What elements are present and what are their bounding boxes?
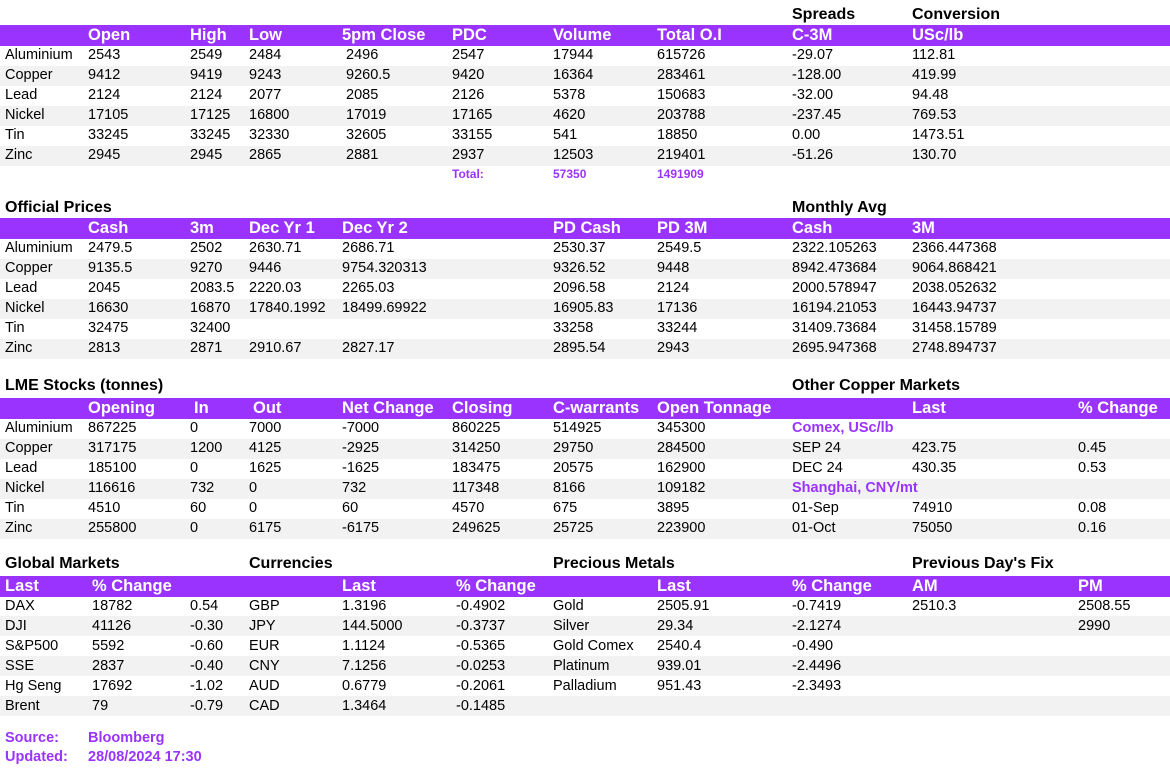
currency-cell: 1.3196 — [342, 598, 387, 614]
metal-name: Lead — [5, 460, 38, 476]
official-cell: 2366.447368 — [912, 240, 997, 256]
market-cell: 2124 — [190, 87, 223, 103]
market-cell: 33155 — [452, 127, 493, 143]
official-cell: 2530.37 — [553, 240, 606, 256]
global-cell: 2837 — [92, 658, 125, 674]
precious-cell: -2.3493 — [792, 678, 842, 694]
precious-cell: -0.490 — [792, 638, 834, 654]
market-cell: 2865 — [249, 147, 282, 163]
official-cell: 2686.71 — [342, 240, 395, 256]
stocks-cell: 8166 — [553, 480, 586, 496]
market-header-cell: C-3M — [792, 26, 833, 44]
stocks-cell: 0 — [190, 460, 199, 476]
metal-name: Zinc — [5, 147, 33, 163]
market-cell: 9419 — [190, 67, 223, 83]
stocks-cell: 860225 — [452, 420, 501, 436]
stocks-cell: 60 — [190, 500, 207, 516]
bottom-header-cell: Last — [657, 577, 691, 595]
market-cell: 9420 — [452, 67, 485, 83]
precious-cell: 29.34 — [657, 618, 694, 634]
index-name: DJI — [5, 618, 27, 634]
official-header-cell: Cash — [792, 219, 833, 237]
market-cell: 33245 — [190, 127, 231, 143]
stocks-cell: 4570 — [452, 500, 485, 516]
stocks-header-cell: Out — [253, 399, 282, 417]
precious-name: Silver — [553, 618, 590, 634]
stocks-cell: 29750 — [553, 440, 594, 456]
market-cell: 2543 — [88, 47, 121, 63]
other-copper-heading: Other Copper Markets — [792, 377, 961, 394]
precious-cell: 939.01 — [657, 658, 702, 674]
currency-name: CAD — [249, 698, 280, 714]
market-cell: 17125 — [190, 107, 231, 123]
official-cell: 2630.71 — [249, 240, 302, 256]
official-cell: 9448 — [657, 260, 690, 276]
stocks-header-cell: % Change — [1078, 399, 1158, 417]
currency-cell: 0.6779 — [342, 678, 387, 694]
currency-cell: -0.2061 — [456, 678, 506, 694]
official-cell: 2322.105263 — [792, 240, 877, 256]
market-cell: 9243 — [249, 67, 282, 83]
market-cell: 219401 — [657, 147, 706, 163]
official-cell: 9326.52 — [553, 260, 606, 276]
market-cell: 9260.5 — [346, 67, 391, 83]
currency-cell: 1.1124 — [342, 638, 386, 654]
currency-name: EUR — [249, 638, 280, 654]
official-cell: 2096.58 — [553, 280, 606, 296]
currency-cell: -0.4902 — [456, 598, 506, 614]
bottom-header-cell: % Change — [92, 577, 172, 595]
market-cell: 33245 — [88, 127, 129, 143]
bottom-header-cell: Last — [342, 577, 376, 595]
market-cell: 2124 — [88, 87, 121, 103]
market-cell: 16800 — [249, 107, 290, 123]
stocks-cell: 249625 — [452, 520, 501, 536]
stocks-cell: 185100 — [88, 460, 137, 476]
market-cell: 130.70 — [912, 147, 957, 163]
market-cell: 17105 — [88, 107, 129, 123]
official-cell: 2038.052632 — [912, 280, 997, 296]
metal-name: Lead — [5, 87, 38, 103]
official-cell: 2695.947368 — [792, 340, 877, 356]
market-cell: -237.45 — [792, 107, 842, 123]
official-cell: 2943 — [657, 340, 690, 356]
comex-cell: DEC 24 — [792, 460, 843, 476]
currency-name: GBP — [249, 598, 280, 614]
market-cell: 17165 — [452, 107, 493, 123]
market-cell: -29.07 — [792, 47, 834, 63]
lme-stocks-heading: LME Stocks (tonnes) — [5, 377, 164, 394]
market-cell: 2547 — [452, 47, 485, 63]
stocks-header-cell: Closing — [452, 399, 513, 417]
stocks-cell: -7000 — [342, 420, 380, 436]
official-cell: 16905.83 — [553, 300, 614, 316]
official-cell: 16870 — [190, 300, 231, 316]
metal-name: Zinc — [5, 520, 33, 536]
comex-cell: SEP 24 — [792, 440, 841, 456]
market-cell: 2549 — [190, 47, 223, 63]
precious-cell: -2.1274 — [792, 618, 842, 634]
shanghai-cell: 74910 — [912, 500, 953, 516]
market-cell: 2945 — [190, 147, 223, 163]
official-header-cell: 3m — [190, 219, 214, 237]
source-value: Bloomberg — [88, 730, 165, 746]
global-cell: 41126 — [92, 618, 132, 634]
official-cell: 31458.15789 — [912, 320, 997, 336]
official-cell: 32400 — [190, 320, 231, 336]
metal-name: Aluminium — [5, 240, 73, 256]
market-header-cell: Volume — [553, 26, 612, 44]
official-cell: 2045 — [88, 280, 121, 296]
official-cell: 2502 — [190, 240, 223, 256]
currency-name: JPY — [249, 618, 276, 634]
stocks-cell: 732 — [190, 480, 215, 496]
market-cell: 2085 — [346, 87, 379, 103]
market-header-cell: PDC — [452, 26, 487, 44]
precious-cell: 951.43 — [657, 678, 702, 694]
stocks-header-cell: Net Change — [342, 399, 434, 417]
index-name: DAX — [5, 598, 35, 614]
shanghai-cell: 01-Sep — [792, 500, 839, 516]
shanghai-cell: 0.16 — [1078, 520, 1107, 536]
official-cell: 2895.54 — [553, 340, 606, 356]
precious-name: Gold — [553, 598, 584, 614]
currency-cell: -0.1485 — [456, 698, 506, 714]
official-cell: 2871 — [190, 340, 223, 356]
market-cell: 283461 — [657, 67, 706, 83]
stocks-cell: 317175 — [88, 440, 137, 456]
market-cell: 4620 — [553, 107, 586, 123]
comex-cell: 423.75 — [912, 440, 957, 456]
stocks-cell: -6175 — [342, 520, 380, 536]
currency-name: CNY — [249, 658, 280, 674]
stocks-cell: -1625 — [342, 460, 380, 476]
market-header-cell: USc/lb — [912, 26, 964, 44]
stocks-cell: 514925 — [553, 420, 602, 436]
market-cell: 5378 — [553, 87, 586, 103]
official-cell: 2220.03 — [249, 280, 302, 296]
source-label: Source: — [5, 730, 59, 746]
bottom-header-cell: Last — [5, 577, 39, 595]
market-cell: 0.00 — [792, 127, 821, 143]
official-cell: 16443.94737 — [912, 300, 997, 316]
stocks-cell: 109182 — [657, 480, 706, 496]
stocks-cell: 7000 — [249, 420, 282, 436]
bottom-header-cell: % Change — [792, 577, 872, 595]
precious-name: Gold Comex — [553, 638, 634, 654]
metal-name: Copper — [5, 67, 53, 83]
market-header-cell: High — [190, 26, 227, 44]
stocks-cell: 255800 — [88, 520, 137, 536]
official-cell: 9135.5 — [88, 260, 133, 276]
official-cell: 2000.578947 — [792, 280, 877, 296]
market-cell: 17019 — [346, 107, 387, 123]
official-cell: 16194.21053 — [792, 300, 877, 316]
official-header-cell: Dec Yr 1 — [249, 219, 315, 237]
updated-value: 28/08/2024 17:30 — [88, 749, 202, 765]
stocks-header-cell: Opening — [88, 399, 155, 417]
official-header-cell: Dec Yr 2 — [342, 219, 408, 237]
official-cell: 9754.320313 — [342, 260, 427, 276]
shanghai-label: Shanghai, CNY/mt — [792, 480, 918, 496]
market-cell: 2937 — [452, 147, 485, 163]
row-stripe — [0, 696, 1170, 716]
metal-name: Nickel — [5, 300, 45, 316]
index-name: Hg Seng — [5, 678, 62, 694]
official-cell: 2549.5 — [657, 240, 702, 256]
bottom-header-cell: % Change — [456, 577, 536, 595]
stocks-cell: 675 — [553, 500, 578, 516]
precious-cell: -2.4496 — [792, 658, 842, 674]
bottom-header-band — [0, 576, 1170, 597]
market-cell: -128.00 — [792, 67, 842, 83]
precious-cell: 2540.4 — [657, 638, 702, 654]
metal-name: Tin — [5, 320, 25, 336]
stocks-header-cell: In — [194, 399, 209, 417]
monthly-avg-heading: Monthly Avg — [792, 199, 887, 216]
global-cell: 0.54 — [190, 598, 219, 614]
currency-cell: -0.0253 — [456, 658, 506, 674]
stocks-cell: 162900 — [657, 460, 706, 476]
global-cell: -1.02 — [190, 678, 224, 694]
market-cell: 203788 — [657, 107, 706, 123]
precious-name: Platinum — [553, 658, 610, 674]
stocks-cell: 867225 — [88, 420, 137, 436]
market-cell: 150683 — [657, 87, 706, 103]
metal-name: Nickel — [5, 107, 45, 123]
stocks-cell: 1625 — [249, 460, 282, 476]
fix-cell: 2508.55 — [1078, 598, 1131, 614]
stocks-cell: 314250 — [452, 440, 501, 456]
market-header-cell: 5pm Close — [342, 26, 426, 44]
stocks-cell: 116616 — [88, 480, 136, 496]
global-cell: -0.30 — [190, 618, 224, 634]
global-markets-heading: Global Markets — [5, 555, 120, 572]
stocks-cell: 223900 — [657, 520, 706, 536]
global-cell: -0.60 — [190, 638, 224, 654]
stocks-cell: 0 — [190, 520, 199, 536]
bottom-header-cell: AM — [912, 577, 938, 595]
previous-fix-heading: Previous Day's Fix — [912, 555, 1054, 572]
metal-name: Zinc — [5, 340, 33, 356]
index-name: S&P500 — [5, 638, 59, 654]
stocks-cell: 732 — [342, 480, 367, 496]
market-header-cell: Low — [249, 26, 282, 44]
global-cell: 79 — [92, 698, 109, 714]
stocks-cell: 6175 — [249, 520, 282, 536]
metal-name: Copper — [5, 440, 53, 456]
market-cell: 2945 — [88, 147, 121, 163]
stocks-cell: 60 — [342, 500, 359, 516]
official-cell: 2910.67 — [249, 340, 302, 356]
shanghai-cell: 01-Oct — [792, 520, 836, 536]
market-cell: 12503 — [553, 147, 594, 163]
currencies-heading: Currencies — [249, 555, 333, 572]
official-cell: 2827.17 — [342, 340, 395, 356]
official-cell: 2265.03 — [342, 280, 395, 296]
market-cell: 769.53 — [912, 107, 957, 123]
official-header-cell: PD Cash — [553, 219, 621, 237]
currency-name: AUD — [249, 678, 280, 694]
global-cell: 17692 — [92, 678, 133, 694]
market-cell: 2496 — [346, 47, 379, 63]
market-cell: 2881 — [346, 147, 379, 163]
stocks-cell: 0 — [190, 420, 199, 436]
official-cell: 16630 — [88, 300, 129, 316]
total-volume: 57350 — [553, 167, 587, 181]
stocks-cell: 1200 — [190, 440, 223, 456]
stocks-cell: 0 — [249, 480, 258, 496]
official-cell: 2813 — [88, 340, 121, 356]
market-cell: 94.48 — [912, 87, 949, 103]
official-prices-heading: Official Prices — [5, 199, 112, 216]
comex-cell: 430.35 — [912, 460, 957, 476]
metal-name: Nickel — [5, 480, 45, 496]
fix-cell: 2990 — [1078, 618, 1111, 634]
market-cell: 2126 — [452, 87, 485, 103]
global-cell: 5592 — [92, 638, 125, 654]
currency-cell: 7.1256 — [342, 658, 387, 674]
stocks-cell: 284500 — [657, 440, 706, 456]
shanghai-cell: 0.08 — [1078, 500, 1107, 516]
metal-name: Tin — [5, 127, 25, 143]
index-name: Brent — [5, 698, 40, 714]
official-cell: 18499.69922 — [342, 300, 427, 316]
stocks-cell: 25725 — [553, 520, 594, 536]
bottom-header-cell: PM — [1078, 577, 1103, 595]
market-cell: 419.99 — [912, 67, 957, 83]
market-cell: 541 — [553, 127, 578, 143]
official-header-cell: Cash — [88, 219, 129, 237]
precious-name: Palladium — [553, 678, 617, 694]
official-cell: 33258 — [553, 320, 594, 336]
official-cell: 31409.73684 — [792, 320, 877, 336]
precious-cell: 2505.91 — [657, 598, 710, 614]
index-name: SSE — [5, 658, 35, 674]
stocks-cell: 183475 — [452, 460, 501, 476]
market-cell: 32605 — [346, 127, 387, 143]
official-cell: 2083.5 — [190, 280, 235, 296]
comex-label: Comex, USc/lb — [792, 420, 894, 436]
market-cell: 32330 — [249, 127, 290, 143]
market-cell: -51.26 — [792, 147, 834, 163]
currency-cell: -0.3737 — [456, 618, 506, 634]
currency-cell: 144.5000 — [342, 618, 403, 634]
official-cell: 17136 — [657, 300, 698, 316]
comex-cell: 0.45 — [1078, 440, 1107, 456]
stocks-cell: -2925 — [342, 440, 380, 456]
spreads-heading: Spreads — [792, 6, 856, 23]
official-cell: 9064.868421 — [912, 260, 997, 276]
metal-name: Tin — [5, 500, 25, 516]
precious-metals-heading: Precious Metals — [553, 555, 675, 572]
stocks-cell: 3895 — [657, 500, 690, 516]
stocks-header-cell: C-warrants — [553, 399, 640, 417]
stocks-cell: 4510 — [88, 500, 121, 516]
conversion-heading: Conversion — [912, 6, 1001, 23]
metal-name: Lead — [5, 280, 38, 296]
fix-cell: 2510.3 — [912, 598, 957, 614]
official-cell: 32475 — [88, 320, 129, 336]
metal-name: Aluminium — [5, 47, 73, 63]
official-cell: 9270 — [190, 260, 223, 276]
stocks-cell: 20575 — [553, 460, 594, 476]
official-header-cell: PD 3M — [657, 219, 708, 237]
stocks-cell: 117348 — [452, 480, 500, 496]
market-header-cell: Open — [88, 26, 131, 44]
market-cell: 9412 — [88, 67, 121, 83]
market-cell: 112.81 — [912, 47, 956, 63]
updated-label: Updated: — [5, 749, 68, 765]
precious-cell: -0.7419 — [792, 598, 842, 614]
market-cell: 1473.51 — [912, 127, 965, 143]
official-cell: 2124 — [657, 280, 690, 296]
market-cell: 615726 — [657, 47, 706, 63]
market-cell: 2484 — [249, 47, 282, 63]
comex-cell: 0.53 — [1078, 460, 1107, 476]
total-label: Total: — [452, 167, 484, 181]
official-cell: 9446 — [249, 260, 282, 276]
official-cell: 2748.894737 — [912, 340, 997, 356]
currency-cell: 1.3464 — [342, 698, 387, 714]
global-cell: 18782 — [92, 598, 133, 614]
market-cell: 17944 — [553, 47, 594, 63]
shanghai-cell: 75050 — [912, 520, 953, 536]
stocks-cell: 4125 — [249, 440, 282, 456]
market-cell: 16364 — [553, 67, 594, 83]
market-cell: 18850 — [657, 127, 698, 143]
stocks-header-cell: Last — [912, 399, 946, 417]
global-cell: -0.40 — [190, 658, 224, 674]
stocks-cell: 345300 — [657, 420, 706, 436]
total-open-interest: 1491909 — [657, 167, 704, 181]
official-cell: 2479.5 — [88, 240, 133, 256]
market-cell: 2077 — [249, 87, 282, 103]
official-header-cell: 3M — [912, 219, 935, 237]
metal-name: Copper — [5, 260, 53, 276]
official-cell: 17840.1992 — [249, 300, 326, 316]
official-cell: 33244 — [657, 320, 698, 336]
stocks-cell: 0 — [249, 500, 258, 516]
market-header-cell: Total O.I — [657, 26, 722, 44]
currency-cell: -0.5365 — [456, 638, 506, 654]
official-cell: 8942.473684 — [792, 260, 877, 276]
stocks-header-cell: Open Tonnage — [657, 399, 772, 417]
metal-name: Aluminium — [5, 420, 73, 436]
global-cell: -0.79 — [190, 698, 224, 714]
market-cell: -32.00 — [792, 87, 834, 103]
